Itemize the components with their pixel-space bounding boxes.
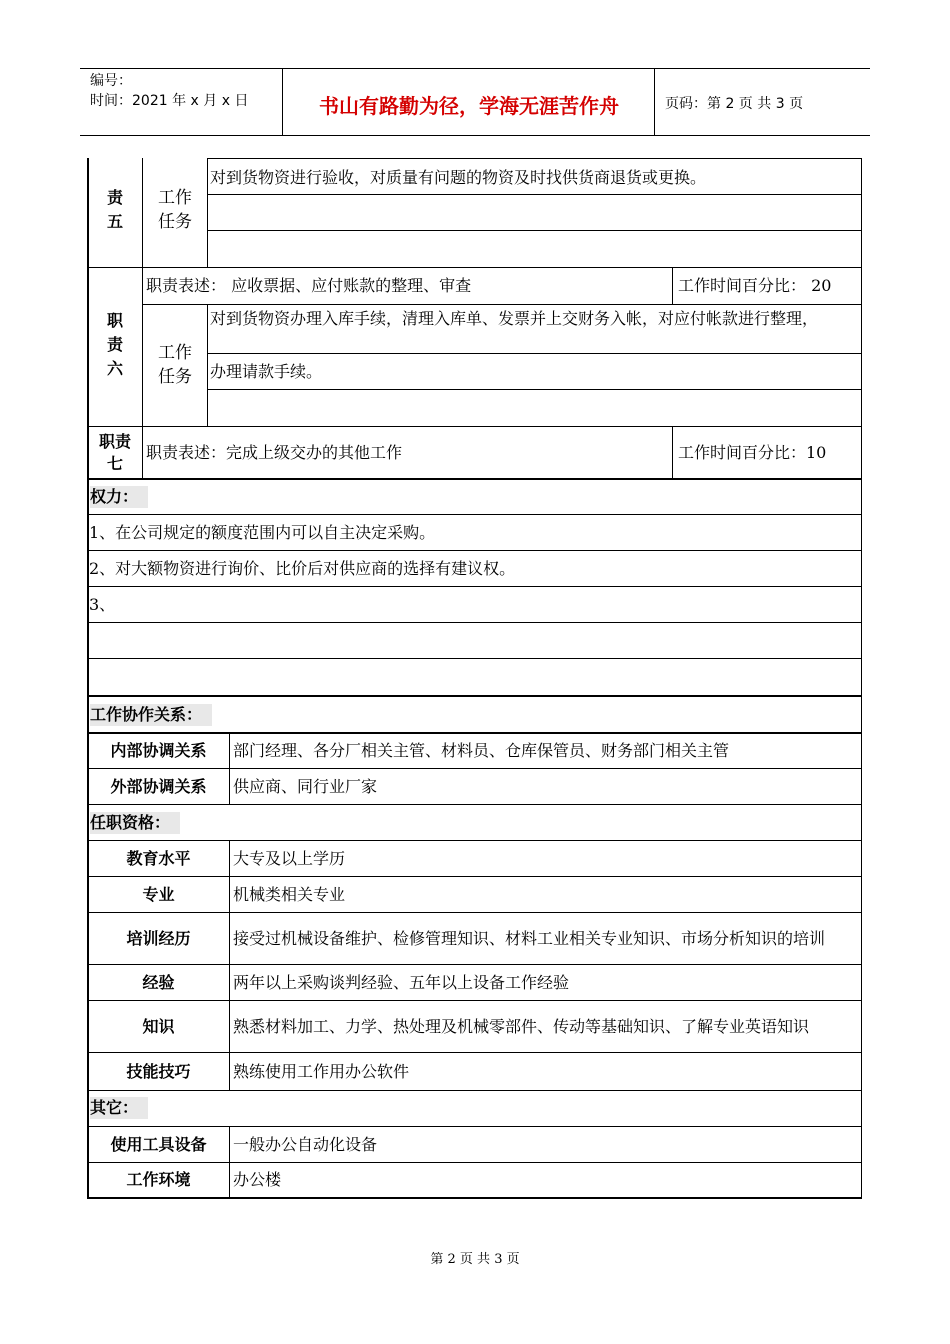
power-item-3: 3、 — [89, 594, 116, 614]
environment-value: 办公楼 — [233, 1170, 282, 1189]
duty6-description: 职责表述： 应收票据、应付账款的整理、审查 — [146, 276, 472, 295]
major-value: 机械类相关专业 — [233, 884, 346, 904]
knowledge-value: 熟悉材料加工、力学、热处理及机械零部件、传动等基础知识、了解专业英语知识 — [233, 1016, 810, 1036]
duty5-title: 责 五 — [106, 188, 123, 231]
header-motto: 书山有路勤为径，学海无涯苦作舟 — [319, 94, 619, 118]
training-value: 接受过机械设备维护、检修管理知识、材料工业相关专业知识、市场分析知识的培训 — [233, 928, 826, 948]
duty6-task-3 — [210, 390, 860, 426]
environment-label: 工作环境 — [126, 1170, 191, 1189]
duty7-time-percent: 工作时间百分比：10 — [678, 442, 827, 462]
duty6-task-label: 工作 任务 — [158, 343, 192, 387]
power-section-title: 权力： — [90, 486, 148, 508]
knowledge-label: 知识 — [142, 1016, 175, 1036]
table-bottom-border — [87, 1197, 862, 1199]
internal-relation-value: 部门经理、各分厂相关主管、材料员、仓库保管员、财务部门相关主管 — [233, 740, 730, 760]
tools-value: 一般办公自动化设备 — [233, 1134, 378, 1154]
education-label: 教育水平 — [126, 848, 191, 868]
relations-section-title: 工作协作关系： — [90, 704, 212, 726]
row-line — [87, 478, 862, 480]
col-line — [229, 1126, 230, 1197]
skills-label: 技能技巧 — [126, 1061, 191, 1081]
doc-number-label: 编号： — [90, 73, 132, 89]
header-divider — [654, 68, 655, 136]
major-label: 专业 — [142, 884, 175, 904]
skills-value: 熟练使用工作用办公软件 — [233, 1061, 410, 1081]
col-line — [207, 304, 208, 426]
training-label: 培训经历 — [126, 928, 191, 948]
tools-label: 使用工具设备 — [110, 1134, 207, 1154]
col-line — [672, 426, 673, 478]
duty5-task-3 — [210, 231, 860, 267]
header-bottom-rule — [80, 135, 870, 136]
col-line — [229, 840, 230, 1090]
internal-relation-label: 内部协调关系 — [110, 740, 207, 760]
duty5-task-label: 工作 任务 — [158, 188, 192, 232]
duty6-time-percent: 工作时间百分比： 20 — [678, 276, 832, 295]
experience-value: 两年以上采购谈判经验、五年以上设备工作经验 — [233, 972, 570, 992]
table-right-border — [861, 158, 862, 1198]
duty7-title: 职责 七 — [98, 431, 131, 473]
duty6-task-2: 办理请款手续。 — [210, 361, 323, 381]
col-line — [142, 426, 143, 478]
header-page-number: 页码：第 2 页 共 3 页 — [665, 96, 804, 112]
qualifications-section-title: 任职资格： — [90, 812, 180, 834]
external-relation-value: 供应商、同行业厂家 — [233, 776, 378, 796]
col-line — [672, 267, 673, 304]
education-value: 大专及以上学历 — [233, 848, 346, 868]
duty5-task-2 — [210, 195, 860, 230]
external-relation-label: 外部协调关系 — [110, 776, 207, 796]
col-line — [207, 158, 208, 267]
duty6-task-1: 对到货物资办理入库手续，清理入库单、发票并上交财务入帐，对应付帐款进行整理， — [210, 309, 819, 328]
power-item-4 — [89, 623, 859, 658]
row-line — [207, 158, 862, 159]
duty7-description: 职责表述：完成上级交办的其他工作 — [146, 442, 403, 462]
others-section-title: 其它： — [90, 1097, 148, 1119]
row-line — [87, 804, 862, 805]
duty6-title: 职 责 六 — [106, 311, 123, 378]
row-line — [87, 1090, 862, 1091]
row-line — [87, 695, 862, 697]
page-footer: 第 2 页 共 3 页 — [430, 1252, 520, 1267]
duty5-task-1: 对到货物资进行验收，对质量有问题的物资及时找供货商退货或更换。 — [210, 167, 707, 187]
power-item-5 — [89, 659, 859, 695]
header-divider — [282, 68, 283, 136]
experience-label: 经验 — [142, 972, 175, 992]
power-item-2: 2、对大额物资进行询价、比价后对供应商的选择有建议权。 — [89, 558, 516, 578]
header-top-rule — [80, 68, 870, 69]
power-item-1: 1、在公司规定的额度范围内可以自主决定采购。 — [89, 522, 436, 542]
col-line — [229, 732, 230, 804]
doc-date: 时间：2021 年 x 月 x 日 — [90, 93, 249, 109]
